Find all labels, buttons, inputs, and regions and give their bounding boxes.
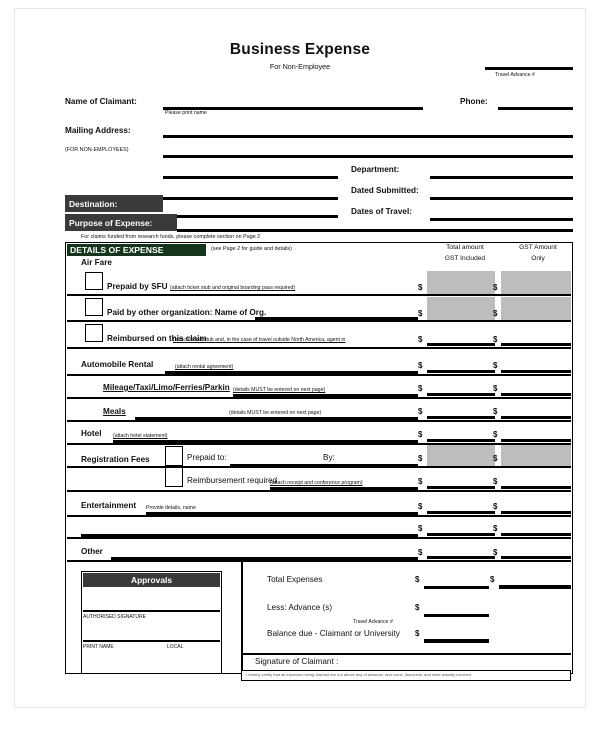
section-air-fare: Air Fare	[81, 258, 112, 267]
row-divider-other	[67, 560, 571, 562]
currency-auto-gst: $	[493, 361, 498, 370]
label-registration-fees: Registration Fees	[81, 455, 150, 464]
currency-airfare-3-gst: $	[493, 335, 498, 344]
currency-entertainment-extra-total: $	[418, 524, 423, 533]
currency-mileage-total: $	[418, 384, 423, 393]
travel-advance-rule-top	[485, 67, 573, 70]
input-mileage-gst[interactable]	[501, 393, 571, 396]
currency-airfare-2-total: $	[418, 309, 423, 318]
currency-registration-2-gst: $	[493, 477, 498, 486]
details-of-expense-header-note: (see Page 2 for guide and details)	[211, 246, 292, 252]
mailing-address-line-2[interactable]	[163, 155, 573, 158]
note-entertainment: Provide details, name	[146, 505, 196, 511]
label-balance-due: Balance due - Claimant or University	[267, 629, 400, 638]
purpose-of-expense-input[interactable]	[177, 229, 573, 232]
input-auto-gst[interactable]	[501, 370, 571, 373]
phone-label: Phone:	[460, 97, 488, 106]
input-total-expenses-gst[interactable]	[499, 585, 571, 589]
approvals-divider-2	[83, 640, 220, 642]
dates-of-travel-input[interactable]	[430, 218, 573, 221]
authorised-signature-input[interactable]	[83, 621, 220, 639]
currency-airfare-1-total: $	[418, 283, 423, 292]
please-print-name-hint: Please print name	[165, 110, 207, 116]
label-signature-of-claimant: Signature of Claimant :	[255, 657, 339, 666]
local-label: LOCAL	[167, 644, 184, 650]
currency-meals-total: $	[418, 407, 423, 416]
row-divider-airfare-2	[67, 320, 571, 322]
signature-divider	[241, 653, 571, 655]
input-meals-total[interactable]	[427, 416, 495, 419]
note-registration-reimbursement: (attach receipt and conference program)	[270, 480, 363, 486]
currency-airfare-2-gst: $	[493, 309, 498, 318]
input-total-expenses[interactable]	[424, 586, 489, 589]
print-name-label: PRINT NAME	[83, 644, 114, 650]
input-hotel-total[interactable]	[427, 439, 495, 442]
label-other: Other	[81, 547, 103, 556]
currency-airfare-3-total: $	[418, 335, 423, 344]
currency-registration-1-gst: $	[493, 454, 498, 463]
dates-of-travel-label: Dates of Travel:	[351, 207, 412, 216]
row-divider-hotel	[67, 443, 571, 445]
note-mileage: (details MUST be entered on next page)	[233, 387, 326, 393]
currency-other-total: $	[418, 548, 423, 557]
page-title: Business Expense	[229, 41, 371, 58]
input-other-gst[interactable]	[501, 556, 571, 559]
row-divider-entertainment-extra	[67, 537, 571, 539]
gray-cell-registration-1-gst	[501, 445, 571, 466]
input-entertainment-total[interactable]	[427, 511, 495, 514]
currency-entertainment-extra-gst: $	[493, 524, 498, 533]
row-divider-airfare-1	[67, 294, 571, 296]
col-total-amount-line2: GST Included	[444, 255, 486, 262]
label-mileage: Mileage/Taxi/Limo/Ferries/Parkin	[103, 383, 230, 392]
gray-cell-airfare-2-gst	[501, 297, 571, 320]
label-prepaid-by-sfu: Prepaid by SFU	[107, 282, 168, 291]
label-registration-by: By:	[323, 453, 335, 462]
label-reimbursed-on-claim: Reimbursed on this claim	[107, 334, 207, 343]
certification-text: I hereby certify that all expenses being claimed are not above any of advance, and come, discounts, and were actually incurred	[246, 672, 471, 677]
input-other-total[interactable]	[427, 556, 495, 559]
gray-cell-airfare-2-total	[427, 297, 498, 320]
col-total-amount-line1: Total amount	[446, 244, 484, 251]
row-divider-meals	[67, 420, 571, 422]
input-entertainment-extra-gst[interactable]	[501, 533, 571, 536]
col-gst-amount-line2: Only	[531, 255, 545, 262]
mailing-address-line-1[interactable]	[163, 135, 573, 138]
currency-total-expenses: $	[415, 575, 420, 584]
currency-registration-2-total: $	[418, 477, 423, 486]
authorised-signature-label: AUTHORISED SIGNATURE	[83, 614, 146, 620]
note-meals: (details MUST be entered on next page)	[229, 410, 322, 416]
mailing-address-line-3[interactable]	[163, 176, 338, 179]
label-less-advance: Less: Advance (s)	[267, 603, 333, 612]
checkbox-registration-prepaid[interactable]	[165, 446, 183, 466]
currency-hotel-total: $	[418, 430, 423, 439]
travel-advance-label-top: Travel Advance #	[495, 72, 535, 78]
currency-other-gst: $	[493, 548, 498, 557]
department-input[interactable]	[430, 176, 573, 179]
label-entertainment: Entertainment	[81, 501, 137, 510]
for-non-employees-note: (FOR NON-EMPLOYEES)	[65, 147, 129, 153]
input-less-advance[interactable]	[424, 614, 489, 617]
note-reimbursed-on-claim: (attach ticket stub and, in the case of travel outside North America, agent in	[173, 337, 346, 343]
col-gst-amount-line1: GST Amount	[519, 244, 557, 251]
row-divider-registration-1	[67, 466, 571, 468]
currency-meals-gst: $	[493, 407, 498, 416]
checkbox-prepaid-by-sfu[interactable]	[85, 272, 103, 290]
row-divider-auto	[67, 374, 571, 376]
input-airfare-3-total[interactable]	[427, 343, 495, 346]
purpose-of-expense-label: Purpose of Expense:	[65, 214, 177, 231]
print-name-input[interactable]	[83, 652, 220, 672]
dated-submitted-label: Dated Submitted:	[351, 186, 419, 195]
label-automobile-rental: Automobile Rental	[81, 360, 154, 369]
input-balance-due[interactable]	[424, 639, 489, 643]
mailing-address-label: Mailing Address:	[65, 126, 131, 135]
input-mileage-total[interactable]	[427, 393, 495, 396]
input-auto-total[interactable]	[427, 370, 495, 373]
row-divider-entertainment	[67, 515, 571, 517]
note-hotel: (attach hotel statement)	[113, 433, 168, 439]
details-of-expense-header: DETAILS OF EXPENSE	[67, 244, 206, 256]
input-registration-2-gst[interactable]	[501, 486, 571, 489]
currency-hotel-gst: $	[493, 430, 498, 439]
gray-cell-registration-1-total	[427, 445, 498, 466]
research-funds-note: For claims funded from research funds, please complete section on Page 2	[81, 234, 261, 240]
expense-form-page	[14, 8, 586, 708]
note-automobile-rental: (attach rental agreement)	[175, 364, 234, 370]
page-subtitle: For Non-Employee	[269, 62, 331, 71]
checkbox-paid-by-other-org[interactable]	[85, 298, 103, 316]
currency-entertainment-total: $	[418, 502, 423, 511]
department-label: Department:	[351, 165, 400, 174]
checkbox-reimbursed-on-claim[interactable]	[85, 324, 103, 342]
destination-label: Destination:	[65, 195, 163, 212]
currency-airfare-1-gst: $	[493, 283, 498, 292]
label-hotel: Hotel	[81, 429, 102, 438]
row-divider-mileage	[67, 397, 571, 399]
currency-balance-due: $	[415, 629, 420, 638]
dated-submitted-input[interactable]	[430, 197, 573, 200]
approvals-header: Approvals	[83, 573, 220, 587]
label-total-expenses: Total Expenses	[267, 575, 323, 584]
currency-less-advance: $	[415, 603, 420, 612]
input-entertainment-extra-total[interactable]	[427, 533, 495, 536]
input-airfare-3-gst[interactable]	[501, 343, 571, 346]
currency-registration-1-total: $	[418, 454, 423, 463]
phone-input[interactable]	[498, 107, 573, 110]
name-of-claimant-label: Name of Claimant:	[65, 97, 137, 106]
label-meals: Meals	[103, 407, 126, 416]
travel-advance-label-bottom: Travel Advance #	[353, 619, 393, 625]
input-hotel-gst[interactable]	[501, 439, 571, 442]
label-registration-prepaid-to: Prepaid to:	[187, 453, 227, 462]
totals-left-border	[241, 562, 243, 674]
currency-entertainment-gst: $	[493, 502, 498, 511]
row-divider-registration-2	[67, 490, 571, 492]
label-paid-by-other-org: Paid by other organization: Name of Org.	[107, 308, 267, 317]
destination-input[interactable]	[163, 197, 338, 200]
approvals-divider-1	[83, 610, 220, 612]
currency-total-expenses-gst: $	[490, 575, 495, 584]
label-registration-reimbursement: Reimbursement required	[187, 476, 278, 485]
currency-mileage-gst: $	[493, 384, 498, 393]
input-entertainment-gst[interactable]	[501, 511, 571, 514]
note-prepaid-by-sfu: (attach ticket stub and original boarding pass required)	[170, 285, 296, 291]
row-divider-airfare-3	[67, 347, 571, 349]
destination-input-underline	[163, 215, 338, 218]
gray-cell-airfare-1-gst	[501, 271, 571, 294]
input-meals-gst[interactable]	[501, 416, 571, 419]
currency-auto-total: $	[418, 361, 423, 370]
input-registration-2-total[interactable]	[427, 486, 495, 489]
checkbox-registration-reimbursement[interactable]	[165, 467, 183, 487]
gray-cell-airfare-1-total	[427, 271, 498, 294]
